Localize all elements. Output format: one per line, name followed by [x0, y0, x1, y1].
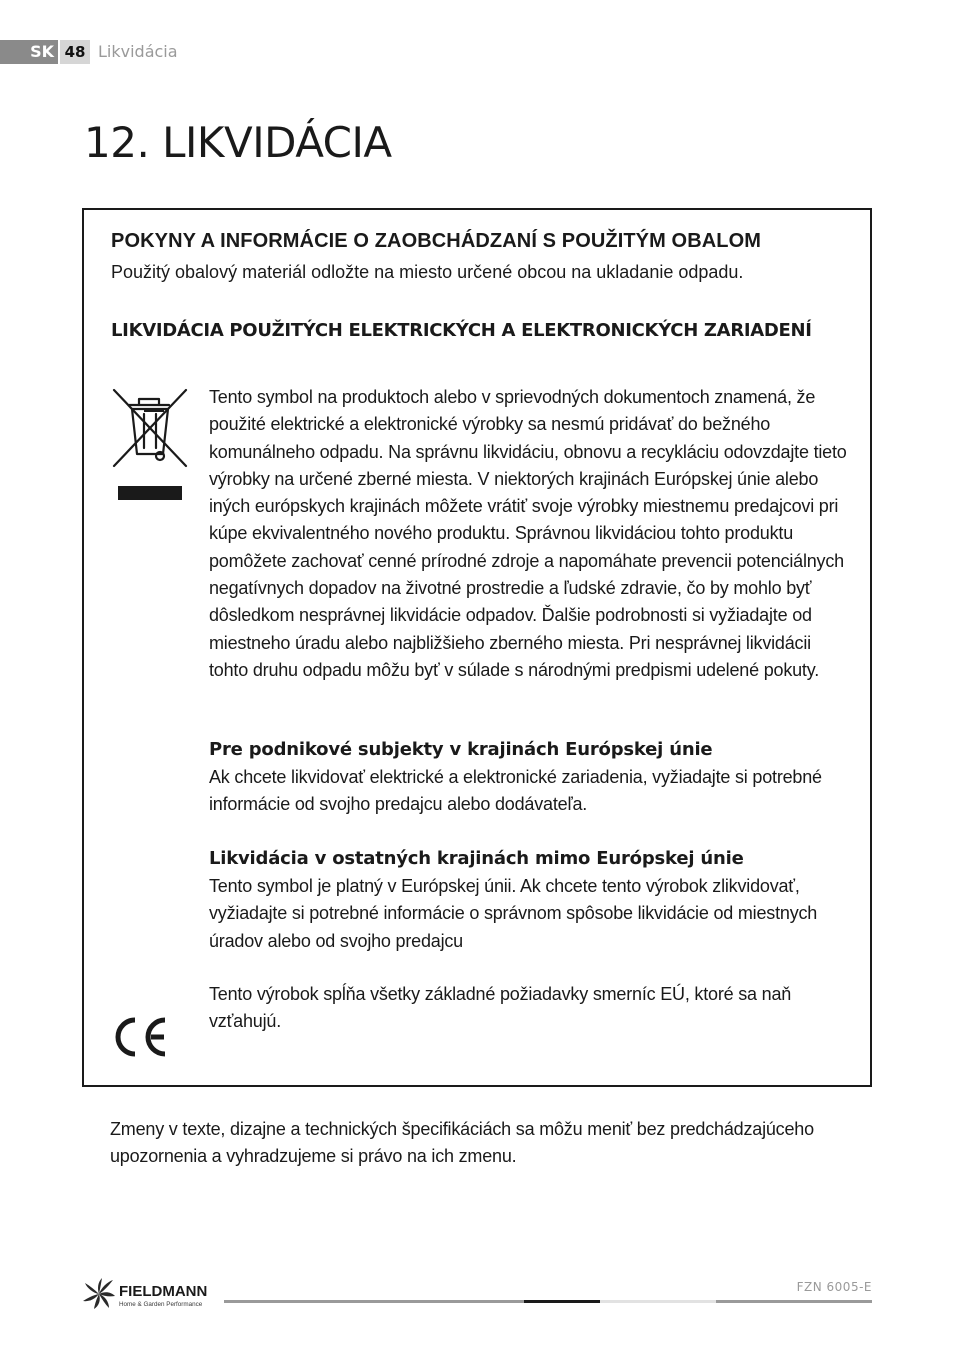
non-eu-text: Tento symbol je platný v Európskej únii. Ak chcete tento výrobok zlikvidovať, vyžiadajte si potrebné informácie o správnom spôsobe likvidácie od miestnych úradov alebo od svojho predajcu	[209, 876, 818, 951]
weee-text: Tento symbol na produktoch alebo v sprievodných dokumentoch znamená, že použité elektrické a elektronické výrobky sa nesmú pridávať do bežného komunálneho odpadu. Na správnu likvidáciu, obnovu a recykláciu odovzdajte tieto výrobky na určené zberné miesta. V niektorých krajinách Európskej únie alebo iných európskych krajinách môžete vrátiť svoje výrobky miestnemu predajcovi pri kúpe ekvivalentného nového produktu. Správnou likvidáciou tohto produktu pomôžete zachovať cenné prírodné zdroje a napomáhate prevencii potenciálnych negatívnych dopadov na životné prostredie a ľudské zdravie, čo by mohlo byť dôsledkom nesprávnej likvidácie odpadov. Ďalšie podrobnosti si vyžiadajte od miestneho úradu alebo najbližšieho zberného miesta. Pri nesprávnej likvidácii tohto druhu odpadu môžu byť v súlade s národnými predpismi udelené pokuty.	[209, 387, 847, 680]
page-number: 48	[60, 40, 90, 64]
disposal-info-box	[82, 208, 872, 1087]
language-tab: SK	[0, 40, 58, 64]
running-header: Likvidácia	[98, 42, 178, 61]
brand-tagline: Home & Garden Performance	[119, 1301, 203, 1308]
crossed-out-wheelie-bin-icon	[110, 386, 190, 506]
eu-business-text: Ak chcete likvidovať elektrické a elektronické zariadenia, vyžiadajte si potrebné informácie od svojho predajcu alebo dodávateľa.	[209, 767, 822, 815]
footer-bar-segment	[524, 1300, 600, 1303]
model-number: FZN 6005-E	[796, 1280, 872, 1294]
weee-heading: LIKVIDÁCIA POUŽITÝCH ELEKTRICKÝCH A ELEKTRONICKÝCH ZARIADENÍ	[111, 320, 812, 341]
ce-mark-icon	[111, 1015, 169, 1059]
disclaimer-note: Zmeny v texte, dizajne a technických špecifikáciách sa môžu meniť bez predchádzajúceho upozornenia a vyhradzujeme si právo na ich zmenu.	[110, 1119, 814, 1167]
ce-compliance-text: Tento výrobok spĺňa všetky základné požiadavky smerníc EÚ, ktoré sa naň vzťahujú.	[209, 984, 792, 1032]
footer-bar-segment	[716, 1300, 872, 1303]
page-title: 12. LIKVIDÁCIA	[84, 118, 392, 167]
brand-name: FIELDMANN	[119, 1283, 208, 1300]
footer-bar-segment	[600, 1300, 716, 1303]
fieldmann-logo	[82, 1276, 232, 1312]
non-eu-heading: Likvidácia v ostatných krajinách mimo Európskej únie	[209, 848, 744, 869]
footer-bar-segment	[224, 1300, 524, 1303]
packaging-text: Použitý obalový materiál odložte na miesto určené obcou na ukladanie odpadu.	[111, 262, 744, 282]
eu-business-heading: Pre podnikové subjekty v krajinách Európskej únie	[209, 739, 713, 760]
packaging-heading: POKYNY A INFORMÁCIE O ZAOBCHÁDZANÍ S POUŽITÝM OBALOM	[111, 230, 762, 252]
